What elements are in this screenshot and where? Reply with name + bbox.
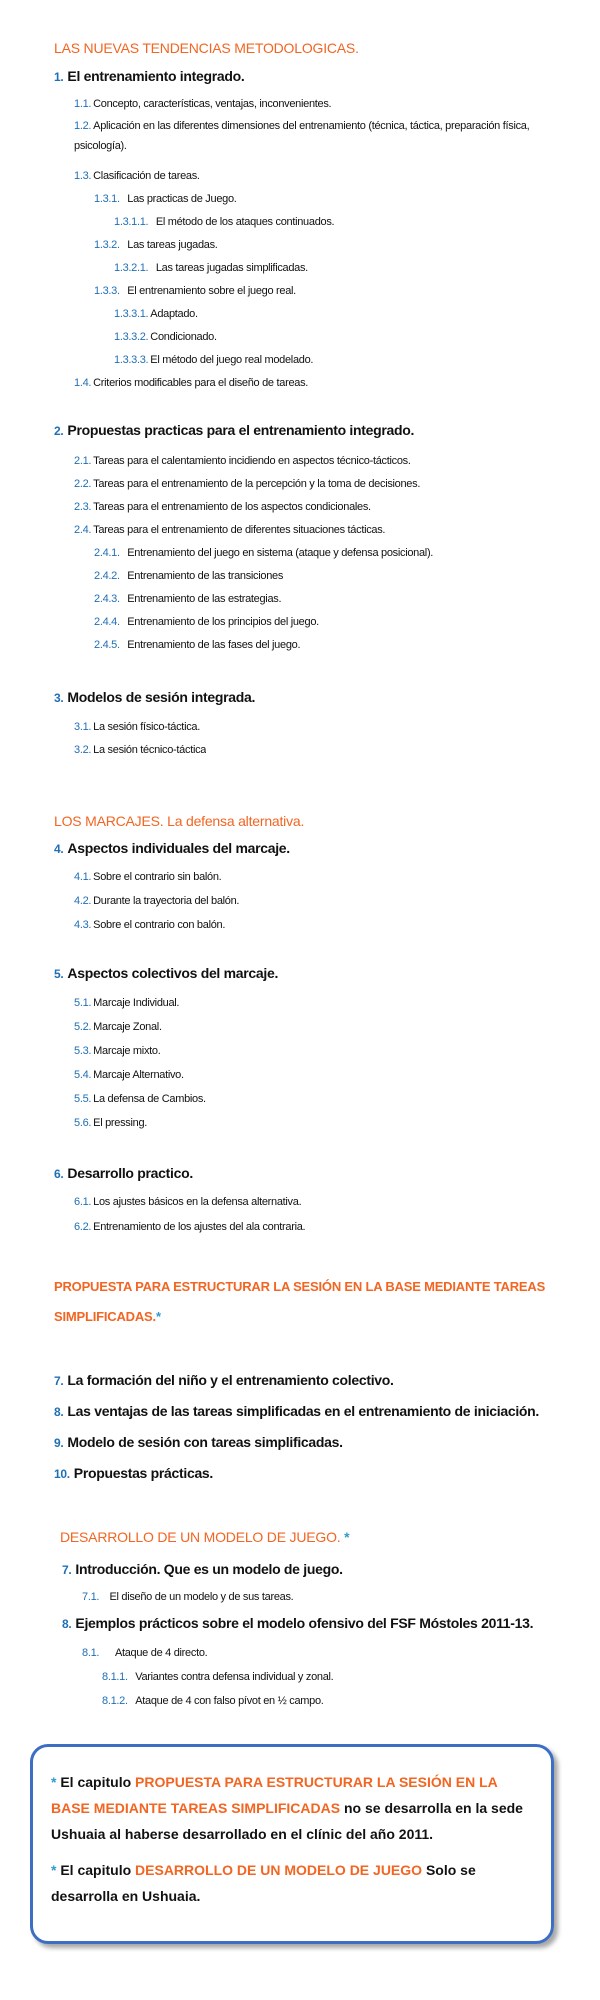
list-item: [114, 262, 308, 274]
heading-text: Introducción. Que es un modelo de juego.: [75, 1561, 343, 1577]
item-number: 8.1.: [82, 1647, 100, 1659]
list-item: [74, 98, 331, 110]
heading-text: Propuestas prácticas.: [73, 1465, 214, 1481]
item-text: Marcaje mixto.: [93, 1045, 161, 1057]
list-item: [74, 1117, 147, 1129]
item-number: 1.2.: [74, 120, 92, 132]
heading-number: 7.: [54, 1374, 64, 1388]
item-number: 1.3.2.1.: [114, 262, 149, 274]
item-text: Las practicas de Juego.: [127, 193, 237, 205]
item-text: Entrenamiento de las fases del juego.: [127, 639, 301, 651]
item-text: Ataque de 4 con falso pívot en ½ campo.: [135, 1695, 324, 1707]
note-highlight: DESARROLLO DE UN MODELO DE JUEGO: [135, 1862, 423, 1878]
item-number: 5.3.: [74, 1045, 92, 1057]
heading-8b: [62, 1615, 533, 1631]
heading-4: [54, 840, 290, 856]
item-number: 4.2.: [74, 895, 92, 907]
item-number: 2.4.3.: [94, 593, 120, 605]
heading-3: [54, 689, 255, 705]
note-text: no se desarrolla en la sede Ushuaia al haberse desarrollado en el clínic del año 2011.: [51, 1800, 523, 1842]
item-number: 2.2.: [74, 478, 92, 490]
note-paragraph: [51, 1857, 537, 1909]
item-number: 8.1.1.: [102, 1671, 128, 1683]
asterisk-mark: *: [51, 1774, 57, 1790]
list-item: [74, 455, 411, 467]
item-text: Entrenamiento de los ajustes del ala contraria.: [93, 1221, 306, 1233]
list-item: [74, 524, 385, 536]
heading-7b: [62, 1561, 343, 1577]
heading-number: 7.: [62, 1563, 72, 1577]
heading-text: Modelo de sesión con tareas simplificadas.: [67, 1434, 343, 1450]
list-item: [94, 239, 218, 251]
item-text: Condicionado.: [150, 331, 217, 343]
list-item: [114, 331, 217, 343]
item-number: 1.3.3.1.: [114, 308, 149, 320]
list-item: [114, 354, 313, 366]
item-number: 8.1.2.: [102, 1695, 128, 1707]
heading-text: Ejemplos prácticos sobre el modelo ofensivo del FSF Móstoles 2011-13.: [75, 1615, 534, 1631]
item-text: El método de los ataques continuados.: [155, 216, 335, 228]
list-item: [102, 1671, 333, 1683]
list-item: [82, 1591, 293, 1603]
item-text: El pressing.: [93, 1117, 148, 1129]
heading-6: [54, 1165, 193, 1181]
item-text: Marcaje Alternativo.: [93, 1069, 184, 1081]
list-item: [94, 570, 283, 582]
item-number: 5.5.: [74, 1093, 92, 1105]
item-text: Los ajustes básicos en la defensa alternativa.: [93, 1196, 302, 1208]
item-text: Marcaje Individual.: [93, 997, 180, 1009]
item-text: Tareas para el entrenamiento de diferentes situaciones tácticas.: [93, 524, 386, 536]
item-number: 5.6.: [74, 1117, 92, 1129]
item-text: Tareas para el calentamiento incidiendo en aspectos técnico-tácticos.: [93, 455, 411, 467]
list-item: [94, 616, 319, 628]
heading-number: 2.: [54, 424, 64, 438]
section-title-modelo-juego: [60, 1529, 349, 1545]
item-text: Las tareas jugadas.: [127, 239, 218, 251]
heading-1: [54, 68, 244, 84]
heading-text: Propuestas practicas para el entrenamiento integrado.: [67, 422, 415, 438]
item-number: 3.2.: [74, 744, 92, 753]
heading-8: [54, 1403, 539, 1419]
heading-number: 4.: [54, 842, 64, 856]
list-item: [74, 871, 221, 883]
item-text: La sesión físico-táctica.: [93, 721, 200, 733]
list-item: [102, 1695, 324, 1707]
heading-5: [54, 965, 278, 981]
list-item: [94, 639, 300, 651]
item-number: 2.4.4.: [94, 616, 120, 628]
heading-number: 5.: [54, 967, 64, 981]
item-number: 1.3.2.: [94, 239, 120, 251]
heading-text: Las ventajas de las tareas simplificadas en el entrenamiento de iniciación.: [67, 1403, 540, 1419]
item-text: Adaptado.: [150, 308, 198, 320]
title-line: [54, 1302, 545, 1332]
heading-number: 6.: [54, 1167, 64, 1181]
item-number: 6.1.: [74, 1196, 92, 1208]
note-highlight: PROPUESTA PARA ESTRUCTURAR LA SESIÓN EN LA BASE MEDIANTE TAREAS SIMPLIFICADAS: [51, 1774, 498, 1816]
item-number: 6.2.: [74, 1221, 92, 1233]
item-number: 1.3.: [74, 170, 92, 182]
heading-number: 1.: [54, 70, 64, 84]
item-text: Marcaje Zonal.: [93, 1021, 162, 1033]
item-number: 1.3.3.2.: [114, 331, 149, 343]
list-item: [74, 1069, 184, 1081]
heading-9: [54, 1434, 343, 1450]
item-number: 3.1.: [74, 721, 92, 733]
heading-number: 9.: [54, 1436, 64, 1450]
heading-number: 3.: [54, 691, 64, 705]
list-item: [74, 721, 200, 733]
item-number: 7.1.: [82, 1591, 100, 1603]
list-item: [74, 919, 225, 931]
item-text: Clasificación de tareas.: [93, 170, 200, 182]
item-number: 1.3.3.3.: [114, 354, 149, 366]
heading-number: 8.: [54, 1405, 64, 1419]
list-item: [74, 1196, 301, 1208]
note-paragraph: [51, 1769, 537, 1847]
item-number: 1.3.3.: [94, 285, 120, 297]
item-text: Variantes contra defensa individual y zonal.: [135, 1671, 334, 1683]
item-text: Entrenamiento de los principios del juego.: [127, 616, 319, 628]
item-number: 2.4.2.: [94, 570, 120, 582]
heading-text: Aspectos colectivos del marcaje.: [67, 965, 279, 981]
item-number: 2.3.: [74, 501, 92, 513]
heading-text: Modelos de sesión integrada.: [67, 689, 256, 705]
asterisk-mark: *: [155, 1309, 161, 1324]
item-number: 1.1.: [74, 98, 92, 110]
asterisk-mark: *: [51, 1862, 57, 1878]
item-text: Tareas para el entrenamiento de la percepción y la toma de decisiones.: [93, 478, 421, 490]
list-item: [74, 1221, 305, 1233]
chapter-note-box: [30, 1744, 554, 1944]
item-number: 5.2.: [74, 1021, 92, 1033]
heading-2: [54, 422, 414, 438]
list-item: [74, 501, 371, 513]
note-text: El capitulo: [60, 1862, 132, 1878]
section-title-propuesta: [54, 1272, 545, 1332]
item-number: 5.4.: [74, 1069, 92, 1081]
heading-text: Aspectos individuales del marcaje.: [67, 840, 290, 856]
list-item: [74, 1021, 162, 1033]
section-title-marcajes: LOS MARCAJES. La defensa alternativa.: [54, 813, 305, 829]
list-item: [94, 193, 237, 205]
item-number: 2.4.1.: [94, 547, 120, 559]
heading-text: La formación del niño y el entrenamiento colectivo.: [67, 1372, 394, 1388]
item-text: Concepto, características, ventajas, inconvenientes.: [93, 98, 332, 110]
note-text: Solo se desarrolla en Ushuaia.: [51, 1862, 476, 1904]
item-text: Entrenamiento de las estrategias.: [127, 593, 282, 605]
list-item: [74, 1045, 160, 1057]
title-text: SIMPLIFICADAS.: [54, 1309, 156, 1324]
heading-text: El entrenamiento integrado.: [67, 68, 245, 84]
item-number: 2.1.: [74, 455, 92, 467]
heading-text: Desarrollo practico.: [67, 1165, 193, 1181]
list-item: [74, 895, 239, 907]
list-item: [74, 997, 179, 1009]
item-text: Ataque de 4 directo.: [114, 1647, 208, 1659]
item-text: Durante la trayectoria del balón.: [93, 895, 240, 907]
item-text: Aplicación en las diferentes dimensiones del entrenamiento (técnica, táctica, preparación física, psicología).: [74, 120, 530, 152]
item-text: El entrenamiento sobre el juego real.: [127, 285, 296, 297]
list-item: [74, 170, 200, 182]
item-number: 4.3.: [74, 919, 92, 931]
asterisk-mark: *: [344, 1529, 350, 1545]
list-item: [74, 478, 420, 490]
item-text: La defensa de Cambios.: [93, 1093, 206, 1105]
list-item: [114, 216, 334, 228]
item-text: Tareas para el entrenamiento de los aspectos condicionales.: [93, 501, 371, 513]
title-text: DESARROLLO DE UN MODELO DE JUEGO.: [60, 1529, 341, 1545]
item-text: Las tareas jugadas simplificadas.: [155, 262, 308, 274]
item-number: 1.3.1.: [94, 193, 120, 205]
item-number: 4.1.: [74, 871, 92, 883]
list-item: [94, 285, 296, 297]
title-line: PROPUESTA PARA ESTRUCTURAR LA SESIÓN EN LA BASE MEDIANTE TAREAS: [54, 1279, 546, 1294]
item-text: El diseño de un modelo y de sus tareas.: [109, 1591, 294, 1603]
item-text: La sesión técnico-táctica: [93, 744, 207, 753]
item-text: El método del juego real modelado.: [150, 354, 314, 366]
item-number: 2.4.5.: [94, 639, 120, 651]
list-item: [114, 308, 198, 320]
note-text: El capitulo: [60, 1774, 132, 1790]
item-number: 1.4.: [74, 377, 92, 389]
item-text: Sobre el contrario sin balón.: [93, 871, 222, 883]
heading-number: 8.: [62, 1617, 72, 1631]
item-text: Sobre el contrario con balón.: [93, 919, 226, 931]
section-title-metodologicas: LAS NUEVAS TENDENCIAS METODOLOGICAS.: [54, 40, 359, 56]
heading-7: [54, 1372, 394, 1388]
item-number: 5.1.: [74, 997, 92, 1009]
heading-10: [54, 1465, 213, 1481]
list-item-clipped: [74, 744, 206, 753]
list-item: [94, 547, 433, 559]
item-number: 1.3.1.1.: [114, 216, 149, 228]
item-text: Entrenamiento de las transiciones: [127, 570, 284, 582]
list-item: [74, 377, 308, 389]
list-item: [74, 1093, 206, 1105]
list-item: [94, 593, 281, 605]
heading-number: 10.: [54, 1467, 70, 1481]
item-text: Criterios modificables para el diseño de tareas.: [93, 377, 309, 389]
item-text: Entrenamiento del juego en sistema (ataque y defensa posicional).: [127, 547, 434, 559]
list-item: [82, 1647, 207, 1659]
item-number: 2.4.: [74, 524, 92, 536]
list-item: [74, 116, 564, 156]
